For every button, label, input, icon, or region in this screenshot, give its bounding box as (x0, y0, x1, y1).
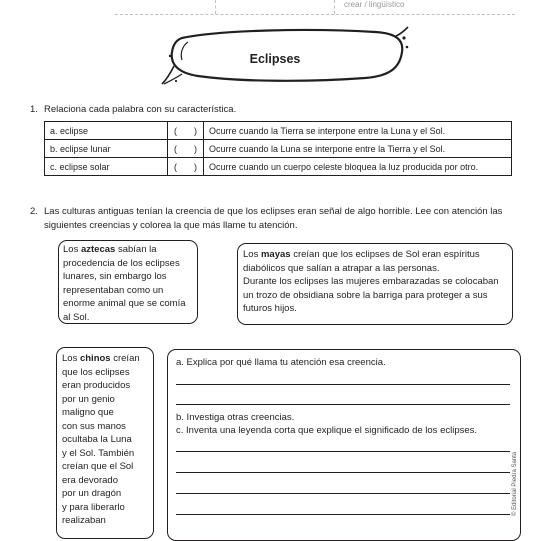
activities-box (167, 349, 521, 541)
activity-c: c. Inventa una leyenda corta que explique el significado de los eclipses. (176, 425, 478, 436)
answer-line[interactable] (176, 514, 510, 515)
question-1-instruction: Relaciona cada palabra con su característica. (44, 104, 237, 115)
activity-a: a. Explica por qué llama tu atención esa creencia. (176, 357, 386, 368)
table-row (45, 140, 512, 158)
answer-blank[interactable]: ( ) (168, 140, 204, 158)
question-2-number: 2. (30, 206, 38, 217)
table-row (45, 158, 512, 176)
skill-label: crear / lingüístico (344, 0, 405, 9)
description-cell: Ocurre cuando la Tierra se interpone entre la Luna y el Sol. (204, 122, 512, 140)
chinos-text: Los chinos creían que los eclipses eran producidos por un genio maligno que con sus manos ocultaba la Luna y el Sol. También creían que el Sol era devorado por un dragón y para liberarlo realizaban (62, 353, 140, 526)
top-divider (334, 0, 335, 14)
answer-blank[interactable]: ( ) (168, 158, 204, 176)
term-cell: b. eclipse lunar (45, 140, 168, 158)
copyright-note: © Editorial Piedra Santa (512, 451, 518, 516)
keyword-mayas: mayas (260, 249, 291, 260)
description-cell: Ocurre cuando un cuerpo celeste bloquea la luz producida por otro. (204, 158, 512, 176)
aztecas-text: Los aztecas sabían la procedencia de los eclipses lunares, sin embargo los representaban como un enorme animal que se comía al Sol. (63, 244, 186, 323)
answer-line[interactable] (176, 472, 510, 473)
answer-line[interactable] (176, 384, 510, 385)
description-cell: Ocurre cuando la Luna se interpone entre la Tierra y el Sol. (204, 140, 512, 158)
term-cell: a. eclipse (45, 122, 168, 140)
answer-line[interactable] (176, 404, 510, 405)
answer-line[interactable] (176, 451, 510, 452)
table-row (45, 122, 512, 140)
question-1-number: 1. (30, 104, 38, 115)
top-dashed-rule (115, 14, 515, 15)
answer-blank[interactable]: ( ) (168, 122, 204, 140)
mayas-text: Los mayas creían que los eclipses de Sol eran espíritus diabólicos que salían a atrapar a las personas. Durante los eclipses las mujeres embarazadas se colocaban un trozo de obsidiana sobre la barriga para proteger a sus futuros hijos. (243, 249, 499, 314)
keyword-aztecas: aztecas (80, 244, 116, 255)
matching-table (44, 121, 512, 176)
term-cell: c. eclipse solar (45, 158, 168, 176)
activity-b: b. Investiga otras creencias. (176, 412, 295, 423)
answer-line[interactable] (176, 493, 510, 494)
question-2-instruction: Las culturas antiguas tenían la creencia de que los eclipses eran señal de algo horrible. Lee con atención las siguientes creencias y colorea la que más llame tu atención. (44, 206, 503, 231)
page-title: Eclipses (249, 52, 301, 66)
top-divider (215, 0, 216, 14)
keyword-chinos: chinos (79, 353, 111, 364)
